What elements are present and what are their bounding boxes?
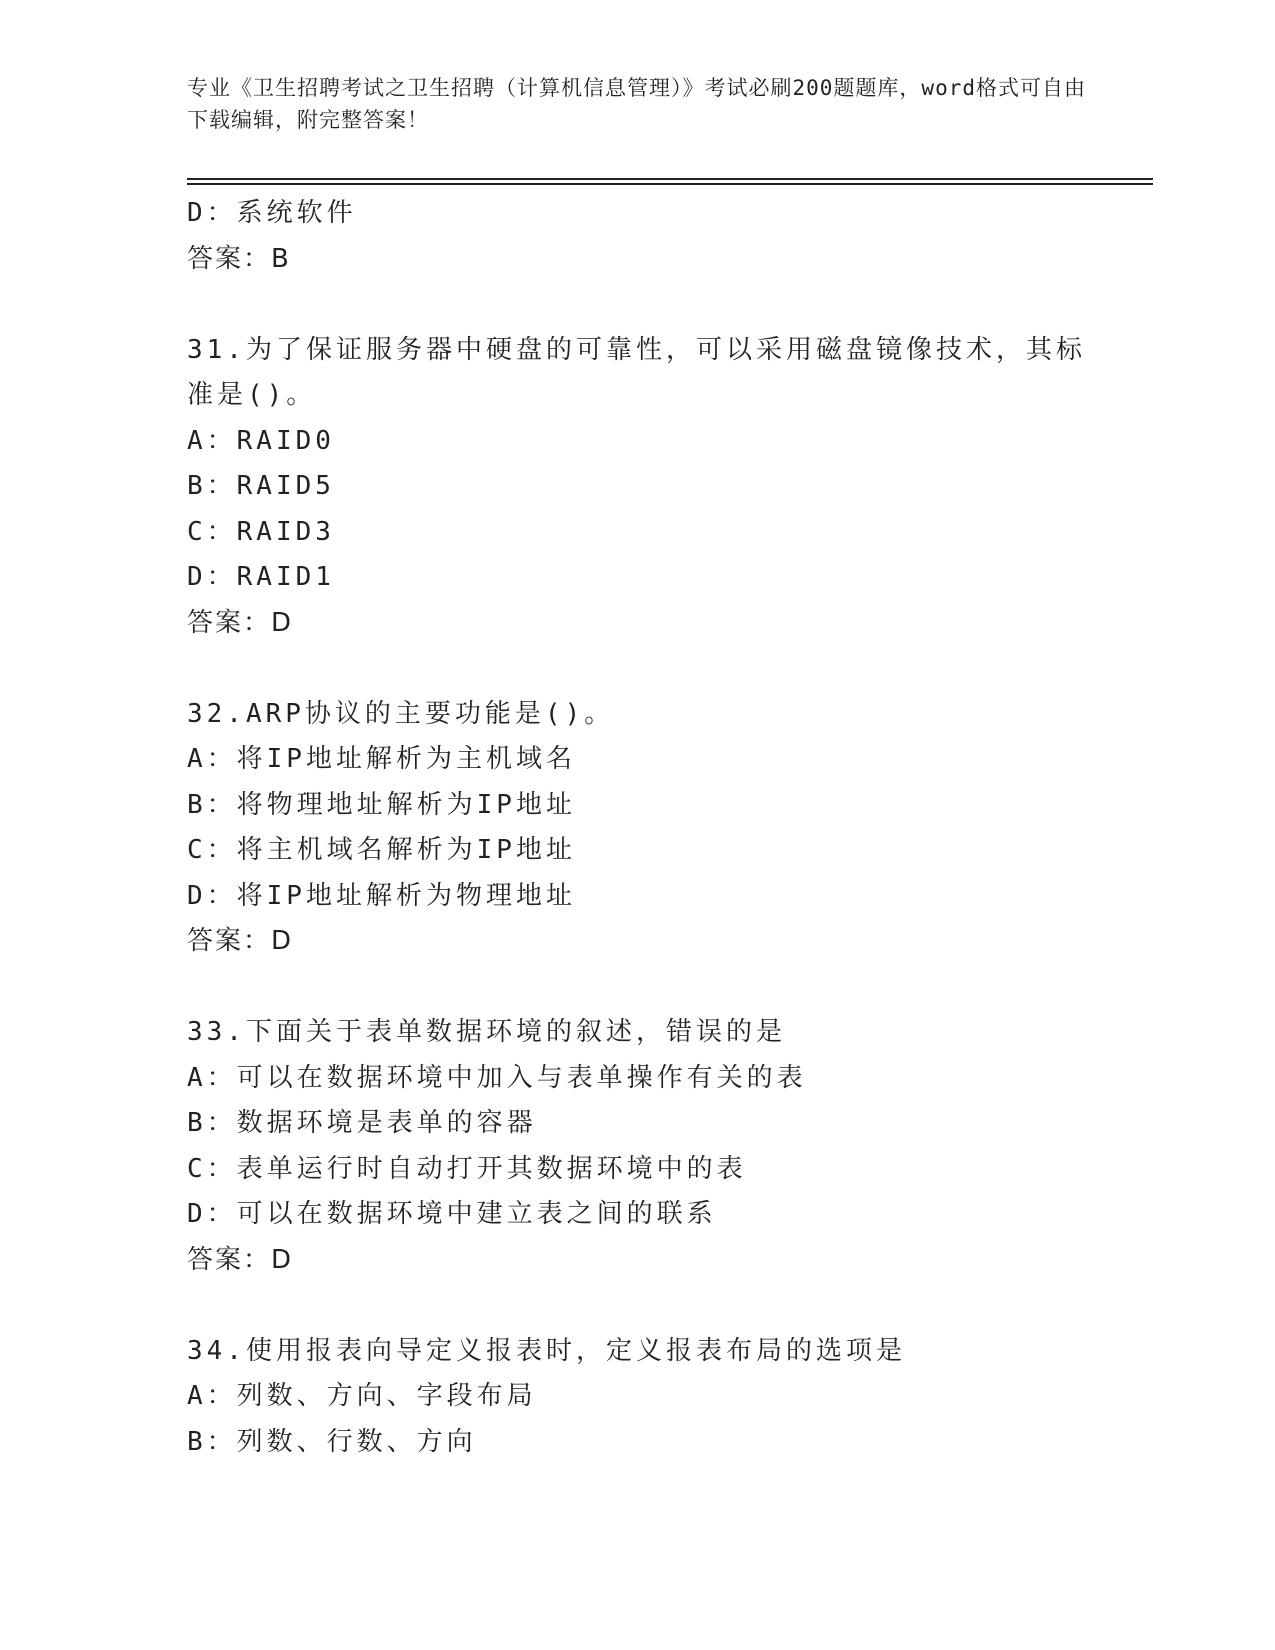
option-b: B：将物理地址解析为IP地址 xyxy=(187,789,576,820)
question-stem: 33.下面关于表单数据环境的叙述，错误的是 xyxy=(187,1017,786,1047)
document-header xyxy=(187,72,1087,136)
question-stem: 32.ARP协议的主要功能是()。 xyxy=(187,698,615,729)
header-rule-bottom xyxy=(187,183,1153,185)
option-c: C：表单运行时自动打开其数据环境中的表 xyxy=(187,1153,747,1184)
question-31 xyxy=(187,328,1087,647)
spacer xyxy=(187,1283,1087,1329)
option-a: A：RAID0 xyxy=(187,425,335,456)
option-a: A：将IP地址解析为主机域名 xyxy=(187,744,576,774)
question-stem: 34.使用报表向导定义报表时，定义报表布局的选项是 xyxy=(187,1335,906,1366)
spacer xyxy=(187,282,1087,328)
option-a: A：列数、方向、字段布局 xyxy=(187,1381,537,1411)
option-d: D：可以在数据环境中建立表之间的联系 xyxy=(187,1199,717,1229)
option-b: B：列数、行数、方向 xyxy=(187,1426,477,1457)
question-stem: 31.为了保证服务器中硬盘的可靠性，可以采用磁盘镜像技术，其标准是()。 xyxy=(187,334,1086,410)
answer: 答案：B xyxy=(187,243,291,274)
spacer xyxy=(187,646,1087,692)
answer: 答案：D xyxy=(187,926,294,956)
spacer xyxy=(187,965,1087,1011)
option-a: A：可以在数据环境中加入与表单操作有关的表 xyxy=(187,1062,807,1093)
option-b: B：RAID5 xyxy=(187,471,335,501)
header-title: 专业《卫生招聘考试之卫生招聘（计算机信息管理）》考试必刷200题题库，word格式可自由下载编辑，附完整答案！ xyxy=(187,76,1086,132)
header-rule-top xyxy=(187,178,1153,180)
question-34 xyxy=(187,1329,1087,1466)
question-32 xyxy=(187,692,1087,965)
option-c: C：RAID3 xyxy=(187,516,335,547)
question-list xyxy=(187,191,1087,1465)
option-c: C：将主机域名解析为IP地址 xyxy=(187,835,576,865)
answer: 答案：D xyxy=(187,1244,294,1275)
option-d: D：系统软件 xyxy=(187,198,357,228)
answer: 答案：D xyxy=(187,607,294,638)
option-b: B：数据环境是表单的容器 xyxy=(187,1108,537,1138)
question-33 xyxy=(187,1010,1087,1283)
option-d: D：将IP地址解析为物理地址 xyxy=(187,880,576,911)
option-d: D：RAID1 xyxy=(187,562,335,592)
question-30-tail xyxy=(187,191,1087,282)
